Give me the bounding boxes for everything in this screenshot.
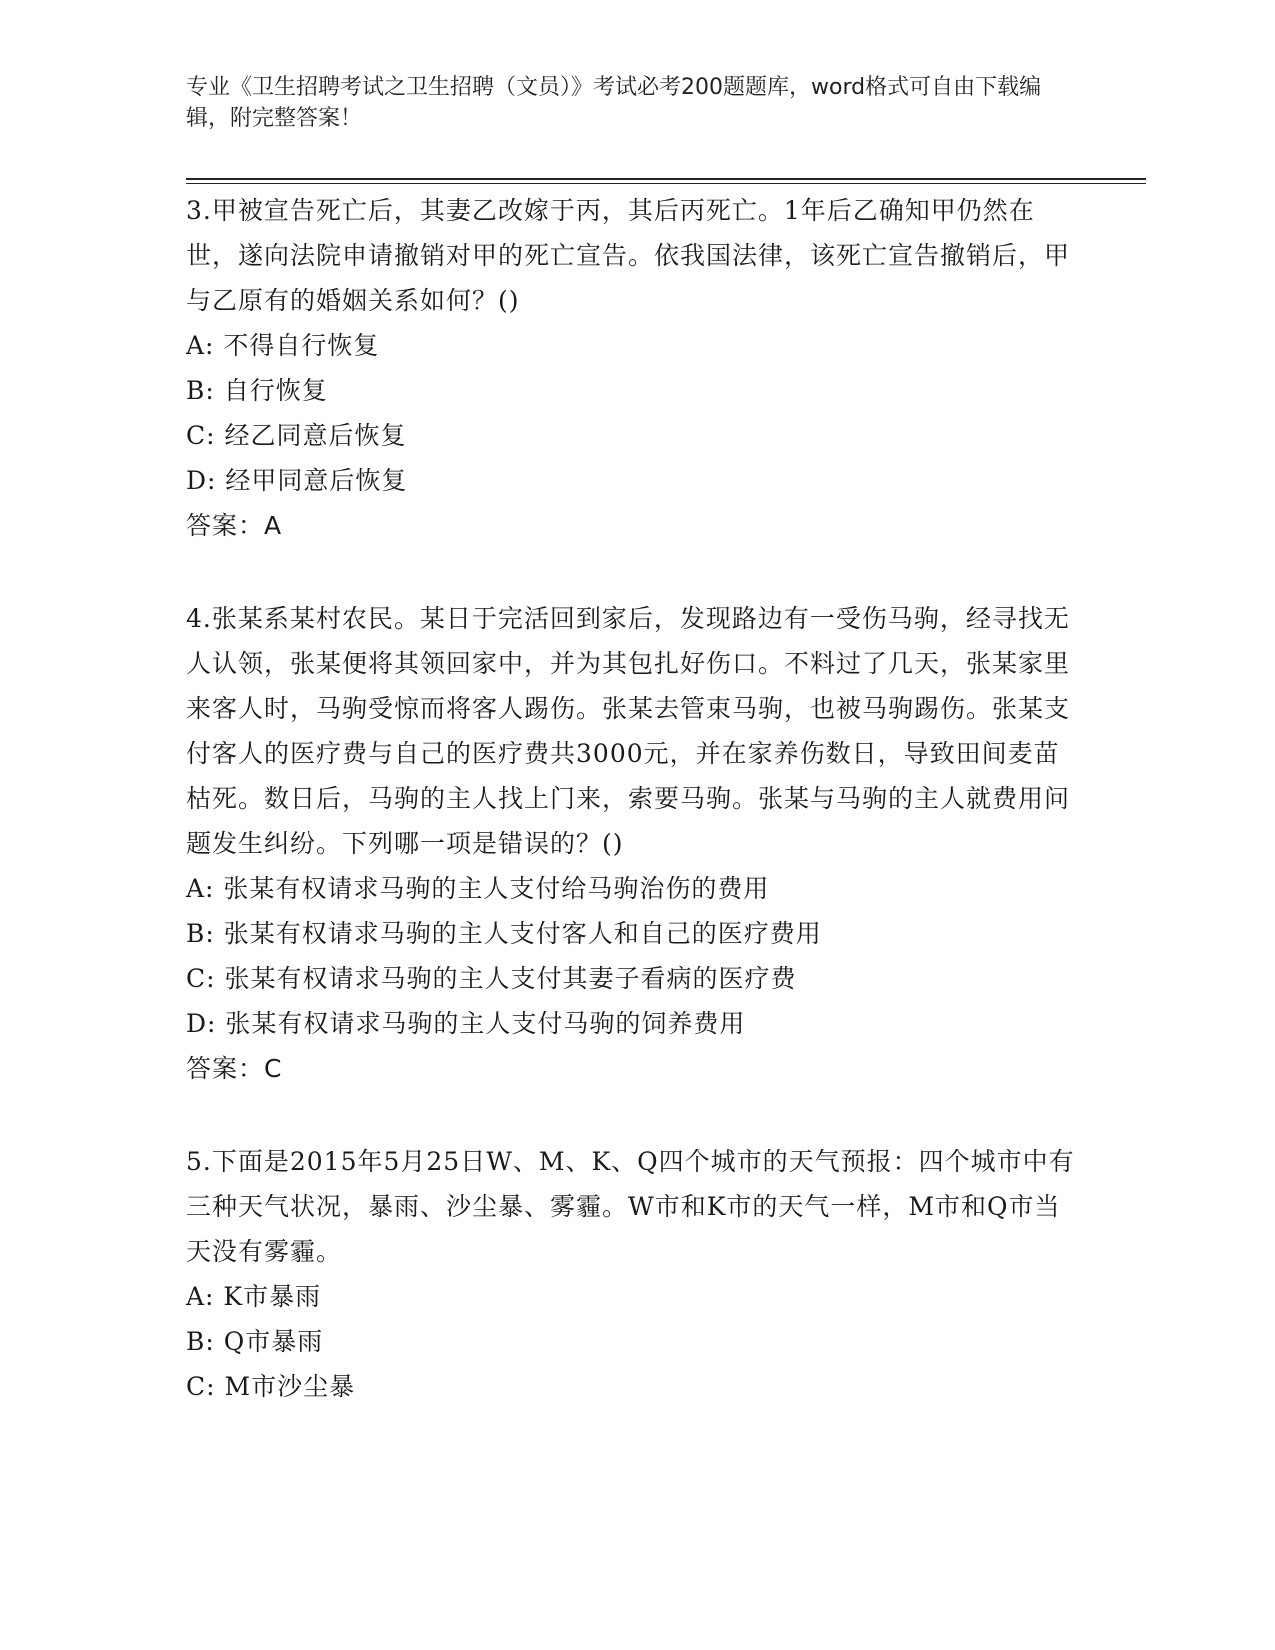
question-list: [186, 188, 1076, 1457]
option-c: C: M市沙尘暴: [186, 1372, 356, 1401]
question-5: [186, 1139, 1076, 1409]
option-c: C: 经乙同意后恢复: [186, 421, 407, 450]
answer-line: 答案：A: [186, 511, 283, 540]
option-a: A: K市暴雨: [186, 1282, 322, 1311]
option-d: D: 张某有权请求马驹的主人支付马驹的饲养费用: [186, 1009, 746, 1038]
option-b: B: Q市暴雨: [186, 1327, 324, 1356]
option-a: A: 张某有权请求马驹的主人支付给马驹治伤的费用: [186, 874, 770, 903]
answer-line: 答案：C: [186, 1054, 283, 1083]
header-divider-thin: [186, 183, 1146, 184]
option-b: B: 张某有权请求马驹的主人支付客人和自己的医疗费用: [186, 919, 822, 948]
option-c: C: 张某有权请求马驹的主人支付其妻子看病的医疗费: [186, 964, 797, 993]
question-stem: 3.甲被宣告死亡后，其妻乙改嫁于丙，其后丙死亡。1年后乙确知甲仍然在世，遂向法院申请撤销对甲的死亡宣告。依我国法律，该死亡宣告撤销后，甲与乙原有的婚姻关系如何？(): [186, 196, 1071, 315]
question-stem: 4.张某系某村农民。某日于完活回到家后，发现路边有一受伤马驹，经寻找无人认领，张某便将其领回家中，并为其包扎好伤口。不料过了几天，张某家里来客人时，马驹受惊而将客人踢伤。张某去管束马驹，也被马驹踢伤。张某支付客人的医疗费与自己的医疗费共3000元，并在家养伤数日，导致田间麦苗枯死。数日后，马驹的主人找上门来，索要马驹。张某与马驹的主人就费用问题发生纠纷。下列哪一项是错误的？(): [186, 604, 1071, 858]
header-divider: [186, 178, 1146, 180]
question-stem: 5.下面是2015年5月25日W、M、K、Q四个城市的天气预报：四个城市中有三种天气状况，暴雨、沙尘暴、雾霾。W市和K市的天气一样，M市和Q市当天没有雾霾。: [186, 1147, 1075, 1266]
document-header: 专业《卫生招聘考试之卫生招聘（文员）》考试必考200题题库，word格式可自由下载编辑，附完整答案！: [186, 75, 1042, 131]
question-4: [186, 596, 1076, 1091]
option-a: A: 不得自行恢复: [186, 331, 380, 360]
option-b: B: 自行恢复: [186, 376, 328, 405]
question-3: [186, 188, 1076, 548]
option-d: D: 经甲同意后恢复: [186, 466, 408, 495]
